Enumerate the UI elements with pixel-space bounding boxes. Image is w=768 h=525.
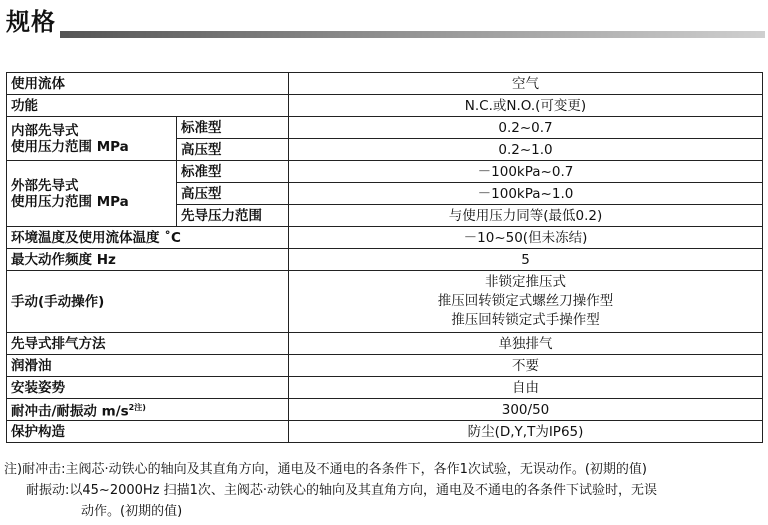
row-label: 最大动作频度 Hz	[7, 249, 289, 271]
row-value: 空气	[289, 73, 763, 95]
row-value: 防尘(D,Y,T为IP65)	[289, 421, 763, 443]
row-label: 安装姿势	[7, 377, 289, 399]
title-divider-bar	[60, 31, 765, 38]
table-row	[7, 95, 763, 117]
row-value	[289, 271, 763, 333]
internal-pilot-label	[7, 117, 177, 161]
sub-label: 标准型	[177, 117, 289, 139]
table-row	[7, 271, 763, 333]
row-value: 单独排气	[289, 333, 763, 355]
manual-option: 推压回转锁定式螺丝刀操作型	[437, 293, 614, 309]
row-label-line2: 使用压力范围	[11, 138, 92, 155]
table-row	[7, 73, 763, 95]
footnote-text: 主阀芯·动铁心的轴向及其直角方向，通电及不通电的各条件下，各作1次试验，无误动作。(初期的值)	[65, 462, 648, 477]
sub-label: 高压型	[177, 183, 289, 205]
row-label	[7, 399, 289, 421]
row-label-unit: MPa	[96, 138, 129, 155]
row-label-line2: 使用压力范围	[11, 193, 92, 210]
row-value: N.C.或N.O.(可变更)	[289, 95, 763, 117]
footnote-vibration	[4, 480, 764, 501]
manual-option: 非锁定推压式	[485, 274, 566, 290]
row-value: 300/50	[289, 399, 763, 421]
footnote-tag: 耐振动:	[26, 483, 70, 498]
footnote-continuation: 动作。(初期的值)	[81, 504, 183, 519]
table-row	[7, 421, 763, 443]
row-label: 润滑油	[7, 355, 289, 377]
table-row	[7, 333, 763, 355]
row-label: 环境温度及使用流体温度 ˚C	[7, 227, 289, 249]
footnote-tag: 注)耐冲击:	[4, 462, 66, 477]
row-value: 5	[289, 249, 763, 271]
section-title: 规格	[6, 8, 56, 36]
shock-label: 耐冲击/耐振动 m/s	[11, 403, 129, 420]
row-label: 先导式排气方法	[7, 333, 289, 355]
row-label-unit: MPa	[96, 193, 129, 210]
row-value: 0.2~0.7	[289, 117, 763, 139]
row-value: －10~50(但未冻结)	[289, 227, 763, 249]
row-label: 手动(手动操作)	[7, 271, 289, 333]
sub-label: 标准型	[177, 161, 289, 183]
row-label-line1: 外部先导式	[11, 177, 79, 194]
row-label-line1: 内部先导式	[11, 122, 79, 139]
row-value: 不要	[289, 355, 763, 377]
row-value: 自由	[289, 377, 763, 399]
row-label: 保护构造	[7, 421, 289, 443]
external-pilot-label	[7, 161, 177, 227]
footnote-text: 以45~2000Hz 扫描1次、主阀芯·动铁心的轴向及其直角方向，通电及不通电的各条件下试验时，无误	[69, 483, 658, 498]
table-row	[7, 355, 763, 377]
spec-table	[6, 72, 763, 443]
row-value: 0.2~1.0	[289, 139, 763, 161]
row-label: 功能	[7, 95, 289, 117]
table-row	[7, 399, 763, 421]
table-row	[7, 117, 763, 139]
table-row	[7, 377, 763, 399]
table-row	[7, 161, 763, 183]
row-value: 与使用压力同等(最低0.2)	[289, 205, 763, 227]
footnote-shock	[4, 459, 764, 480]
row-value: －100kPa~1.0	[289, 183, 763, 205]
table-row	[7, 249, 763, 271]
superscript-note: 2注)	[128, 402, 146, 412]
sub-label: 高压型	[177, 139, 289, 161]
manual-option: 推压回转锁定式手操作型	[451, 312, 600, 328]
row-value: －100kPa~0.7	[289, 161, 763, 183]
table-row	[7, 227, 763, 249]
row-label: 使用流体	[7, 73, 289, 95]
footnotes	[4, 459, 764, 522]
sub-label: 先导压力范围	[177, 205, 289, 227]
